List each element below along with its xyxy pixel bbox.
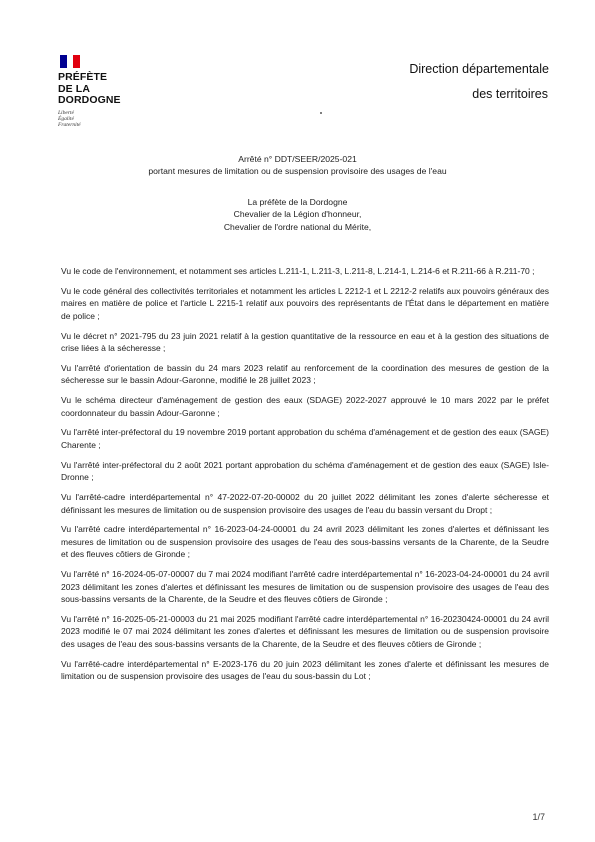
motto-liberte: Liberté [58,109,74,116]
logo-line-2: DE LA [58,82,90,95]
department-line-2: des territoires [472,87,548,101]
logo-line-3: DORDOGNE [58,94,121,106]
legal-references [61,265,549,690]
authority-line-3: Chevalier de l'ordre national du Mérite, [223,221,372,232]
vu-paragraph: Vu l'arrêté n° 16-2025-05-21-00003 du 21 mai 2025 modifiant l'arrêté cadre interdépartemental n° 16-20230424-00001 du 24 avril 2023 modifié le 07 mai 2024 délimitant les zones d'alertes et définissant les mesures de limitation ou de suspension provisoire des usages de l'eau des sous-bassins versants de la Charente, de la Seudre et des fleuves côtiers de Gironde ; [61,613,549,649]
authority-line-1: La préfète de la Dordogne [247,197,348,207]
motto-egalite: Égalité [58,115,74,122]
department-header [409,57,549,107]
logo-line-1: PRÉFÈTE [58,71,108,83]
vu-paragraph: Vu l'arrêté-cadre interdépartemental n° 47-2022-07-20-00002 du 20 juillet 2022 délimitant les zones d'alerte sécheresse et définissant les mesures de limitation ou de suspension provisoire des usages de l'eau du bassin versant du Dropt ; [61,492,549,515]
department-line-1: Direction départementale [409,62,549,76]
vu-paragraph: Vu l'arrêté-cadre interdépartemental n° E-2023-176 du 20 juin 2023 délimitant les zones d'alerte et définissant les mesures de limitation ou de suspension provisoire des usages de l'eau du sous-bassin du Lot ; [61,658,549,682]
vu-paragraph: Vu l'arrêté inter-préfectoral du 2 août 2021 portant approbation du schéma d'aménagement et de gestion des eaux (SAGE) Isle-Dronne ; [61,459,549,483]
issuing-authority [0,196,595,233]
vu-paragraph: Vu le code de l'environnement, et notamment ses articles L.211-1, L.211-3, L.211-8, L.214-1, L.214-6 et R.211-66 à R.211-70 ; [61,266,535,276]
vu-paragraph: Vu l'arrêté cadre interdépartemental n° 16-2023-04-24-00001 du 24 avril 2023 délimitant les zones d'alertes et définissant les mesures de limitation ou de suspension provisoire des usages de l'eau des sous-bassins versants de la Charente, de la Seudre et des fleuves côtiers de Gironde ; [61,524,549,560]
republic-motto [58,110,168,129]
decree-title [0,153,595,178]
vu-paragraph: Vu l'arrêté d'orientation de bassin du 24 mars 2023 relatif au renforcement de la coordination des mesures de gestion de la sécheresse sur le bassin Adour-Garonne, modifié le 28 juillet 2023 ; [61,362,549,386]
french-flag-icon [60,55,80,68]
vu-paragraph: Vu l'arrêté n° 16-2024-05-07-00007 du 7 mai 2024 modifiant l'arrêté cadre interdépartemental n° 16-2023-04-24-00001 du 24 avril 2023 délimitant les zones d'alertes et définissant les mesures de limitation ou de suspension provisoire des usages de l'eau des sous-bassins versants de la Charente, de la Seudre et des fleuves côtiers de Gironde ; [61,569,549,605]
motto-fraternite: Fraternité [58,122,81,129]
vu-paragraph: Vu l'arrêté inter-préfectoral du 19 novembre 2019 portant approbation du schéma d'aménagement et de gestion des eaux (SAGE) Charente ; [61,427,549,450]
prefecture-logo [58,55,168,129]
authority-line-2: Chevalier de la Légion d'honneur, [233,209,362,220]
decree-number: Arrêté n° DDT/SEER/2025-021 [238,154,357,164]
scan-speck [320,112,322,114]
vu-paragraph: Vu le décret n° 2021-795 du 23 juin 2021 relatif à la gestion quantitative de la ressource en eau et à la gestion des situations de crise liées à la sécheresse ; [61,330,549,354]
vu-paragraph: Vu le schéma directeur d'aménagement de gestion des eaux (SDAGE) 2022-2027 approuvé le 10 mars 2022 par le préfet coordonnateur du bassin Adour-Garonne ; [61,395,549,418]
vu-paragraph: Vu le code général des collectivités territoriales et notamment les articles L 2212-1 et L 2212-2 relatifs aux pouvoirs généraux des maires en matière de police et l'article L 2215-1 relatif aux pouvoirs des représentants de l'État dans le département en matière de police ; [61,285,549,321]
page-number: 1/7 [532,812,545,822]
decree-subject: portant mesures de limitation ou de suspension provisoire des usages de l'eau [148,166,447,177]
